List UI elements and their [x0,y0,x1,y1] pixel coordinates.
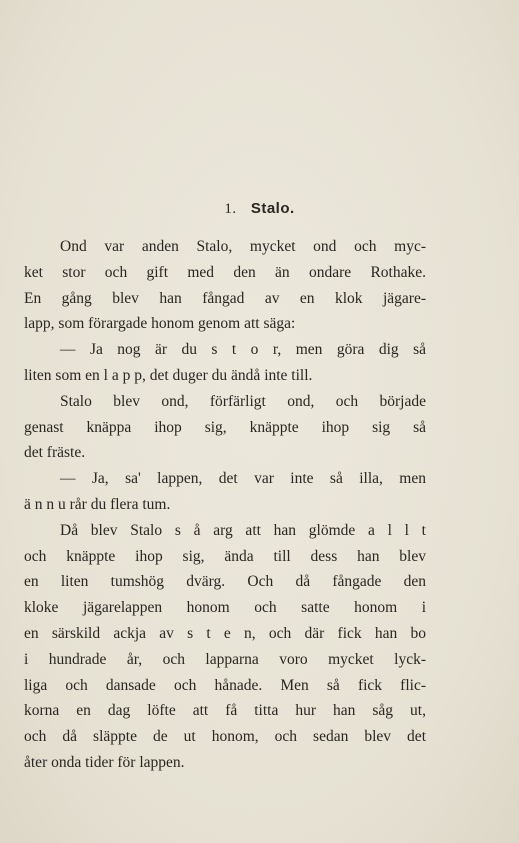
chapter-number: 1. [224,201,237,217]
text-line: korna en dag löfte att få titta hur han såg ut, [24,702,426,720]
text-line: — Ja, sa' lappen, det var inte så illa, men [60,470,426,488]
text-line: genast knäppa ihop sig, knäppte ihop sig så [24,418,426,436]
text-line: Då blev Stalo s å arg att han glömde a l l t [60,521,426,539]
text-line: en särskild ackja av s t e n, och där fick han bo [24,624,426,642]
text-line: i hundrade år, och lapparna voro mycket lyck- [24,650,426,668]
text-line: liten som en l a p p, det duger du ändå inte till. [24,366,313,384]
text-line: Ond var anden Stalo, mycket ond och myc- [60,238,426,255]
chapter-title: Stalo. [250,200,295,217]
text-line: och knäppte ihop sig, ända till dess han blev [24,547,426,565]
text-line: kloke jägarelappen honom och satte honom i [24,599,426,617]
text-line: — Ja nog är du s t o r, men göra dig så [60,341,426,359]
text-line: ket stor och gift med den än ondare Rothake. [24,263,426,281]
chapter-heading [0,200,519,218]
story-text [24,234,426,776]
text-line: och då släppte de ut honom, och sedan blev det [24,728,426,746]
text-line: En gång blev han fångad av en klok jägare- [24,289,426,307]
text-line: liga och dansade och hånade. Men så fick flic- [24,676,426,694]
text-line: lapp, som förargade honom genom att säga: [24,315,296,333]
text-line: ä n n u rår du flera tum. [24,495,171,513]
text-line: åter onda tider för lappen. [24,753,185,771]
text-line: en liten tumshög dvärg. Och då fångade den [24,573,426,591]
text-line: Stalo blev ond, förfärligt ond, och började [60,392,426,410]
text-line: det fräste. [24,444,86,462]
